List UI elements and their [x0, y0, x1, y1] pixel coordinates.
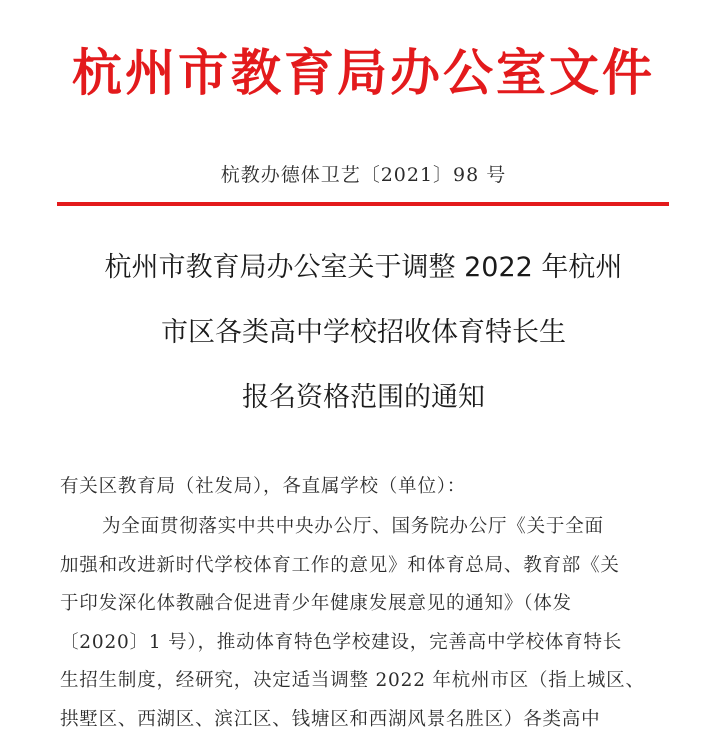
body-paragraph: [60, 512, 670, 743]
notice-title-line-2: 市区各类高中学校招收体育特长生: [161, 317, 566, 348]
paragraph-line: 生招生制度，经研究，决定适当调整 2022 年杭州市区（指上城区、: [60, 670, 645, 691]
paragraph-line: 〔2020〕1 号），推动体育特色学校建设，完善高中学校体育特长: [60, 631, 623, 653]
notice-title-line-1: 杭州市教育局办公室关于调整 2022 年杭州: [104, 252, 623, 283]
notice-title-line-3: 报名资格范围的通知: [242, 382, 485, 413]
document-number: 杭教办德体卫艺〔2021〕98 号: [220, 164, 507, 186]
document-masthead: 杭州市教育局办公室文件: [72, 43, 655, 102]
red-divider-rule: [57, 202, 669, 206]
salutation: 有关区教育局（社发局），各直属学校（单位）：: [60, 476, 467, 497]
paragraph-line: 加强和改进新时代学校体育工作的意见》和体育总局、教育部《关: [60, 554, 620, 576]
paragraph-line: 为全面贯彻落实中共中央办公厅、国务院办公厅《关于全面: [102, 516, 604, 537]
paragraph-line: 于印发深化体教融合促进青少年健康发展意见的通知》（体发: [60, 593, 572, 614]
paragraph-line: 拱墅区、西湖区、滨江区、钱塘区和西湖风景名胜区）各类高中: [60, 708, 601, 730]
